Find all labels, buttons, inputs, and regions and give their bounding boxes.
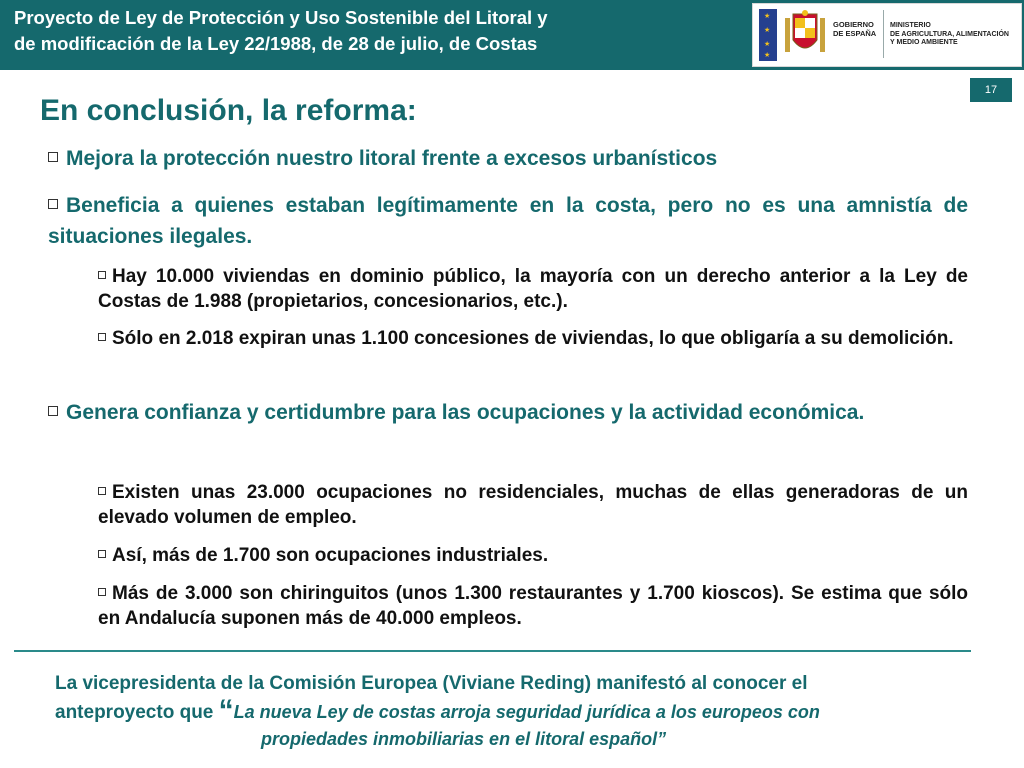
government-logo [752,3,1022,67]
subbullet-concesiones: Sólo en 2.018 expiran unas 1.100 concesiones de viviendas, lo que obligaría a su demolición. [98,326,968,351]
checkbox-bullet-icon [98,333,106,341]
footer-line2: anteproyecto que “La nueva Ley de costas arroja seguridad jurídica a los europeos con [55,694,820,727]
checkbox-bullet-icon [98,588,106,596]
ministerio-label: MINISTERIO DE AGRICULTURA, ALIMENTACIÓN Y MEDIO AMBIENTE [890,22,1009,46]
presentation-title-line1: Proyecto de Ley de Protección y Uso Sostenible del Litoral y [14,7,548,28]
subbullet-chiringuitos: Más de 3.000 son chiringuitos (unos 1.300 restaurantes y 1.700 kioscos). Se estima que sólo en Andalucía suponen más de 40.000 empleos. [98,583,968,629]
header-bar [0,0,1024,70]
bullet-mejora: Mejora la protección nuestro litoral frente a excesos urbanísticos [48,143,968,174]
coat-of-arms-icon [783,10,827,60]
subbullet-industriales: Así, más de 1.700 son ocupaciones industriales. [98,543,968,568]
footer-divider [14,650,971,652]
checkbox-bullet-icon [48,406,58,416]
page-number: 17 [970,78,1012,102]
checkbox-bullet-icon [48,199,58,209]
subbullet-viviendas: Hay 10.000 viviendas en dominio público, la mayoría con un derecho anterior a la Ley de Costas de 1.988 (propietarios, concesionarios, etc.). [98,266,968,312]
footer-line1: La vicepresidenta de la Comisión Europea (Viviane Reding) manifestó al conocer el [55,673,808,694]
checkbox-bullet-icon [48,152,58,162]
slide-title: En conclusión, la reforma: [40,94,417,127]
logo-divider [883,10,884,58]
subbullet-ocupaciones: Existen unas 23.000 ocupaciones no residenciales, muchas de ellas generadoras de un elevado volumen de empleo. [98,482,968,528]
checkbox-bullet-icon [98,271,106,279]
footer-line3: propiedades inmobiliarias en el litoral español” [261,729,667,749]
presentation-title [14,5,734,57]
bullet-beneficia: Beneficia a quienes estaban legítimamente en la costa, pero no es una amnistía de situaciones ilegales. [48,194,968,248]
eu-flag-icon: ★ ★ ★ ★ [759,9,777,61]
presentation-title-line2: de modificación de la Ley 22/1988, de 28 de julio, de Costas [14,33,538,54]
gobierno-label: GOBIERNO DE ESPAÑA [833,20,877,38]
bullet-genera-confianza: Genera confianza y certidumbre para las ocupaciones y la actividad económica. [48,397,968,428]
checkbox-bullet-icon [98,550,106,558]
footer-quote [55,670,965,751]
checkbox-bullet-icon [98,487,106,495]
